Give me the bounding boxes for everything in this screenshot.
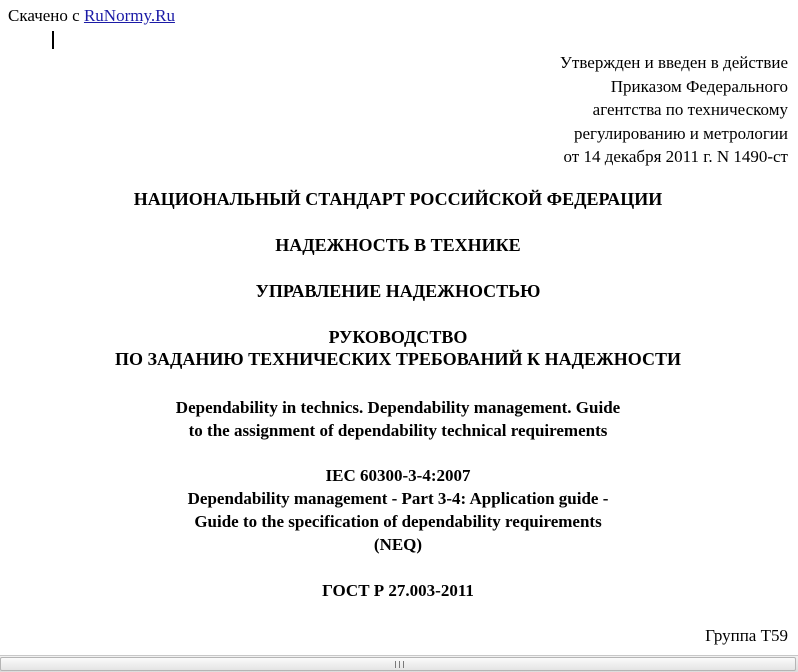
management-title: УПРАВЛЕНИЕ НАДЕЖНОСТЬЮ	[255, 281, 541, 301]
gost-number: ГОСТ Р 27.003-2011	[322, 581, 474, 600]
approval-line: регулированию и метрологии	[573, 123, 788, 143]
horizontal-scrollbar[interactable]	[0, 655, 798, 672]
english-title-line1: Dependability in technics. Dependability management. Guide	[175, 398, 621, 417]
scrollbar-thumb[interactable]	[0, 657, 796, 671]
group-label: Группа Т59	[705, 626, 788, 645]
approval-line: агентства по техническому	[592, 100, 788, 119]
english-title	[0, 396, 796, 442]
iec-title-line1: Dependability management - Part 3-4: Application guide -	[187, 489, 609, 508]
guide-title-line2: ПО ЗАДАНИЮ ТЕХНИЧЕСКИХ ТРЕБОВАНИЙ К НАДЕЖНОСТИ	[114, 349, 682, 369]
scrollbar-grip-icon	[395, 661, 404, 668]
guide-title	[0, 326, 796, 370]
guide-title-line1: РУКОВОДСТВО	[328, 327, 468, 347]
approval-line: Утвержден и введен в действие	[559, 53, 788, 72]
text-caret	[52, 31, 54, 49]
iec-code: IEC 60300-3-4:2007	[325, 466, 471, 485]
national-standard-title: НАЦИОНАЛЬНЫЙ СТАНДАРТ РОССИЙСКОЙ ФЕДЕРАЦИИ	[133, 189, 663, 209]
source-prefix: Скачено с	[8, 6, 80, 25]
iec-reference	[0, 464, 796, 556]
iec-title-line2: Guide to the specification of dependability requirements	[194, 512, 602, 531]
runormy-link[interactable]: RuNormy.Ru	[83, 6, 175, 25]
approval-line: от 14 декабря 2011 г. N 1490-ст	[563, 147, 788, 166]
approval-line: Приказом Федерального	[610, 76, 788, 96]
source-line	[8, 6, 175, 26]
approval-block	[560, 51, 788, 169]
english-title-line2: to the assignment of dependability technical requirements	[188, 421, 608, 440]
iec-equivalence: (NEQ)	[373, 535, 423, 554]
reliability-title: НАДЕЖНОСТЬ В ТЕХНИКЕ	[275, 235, 521, 255]
